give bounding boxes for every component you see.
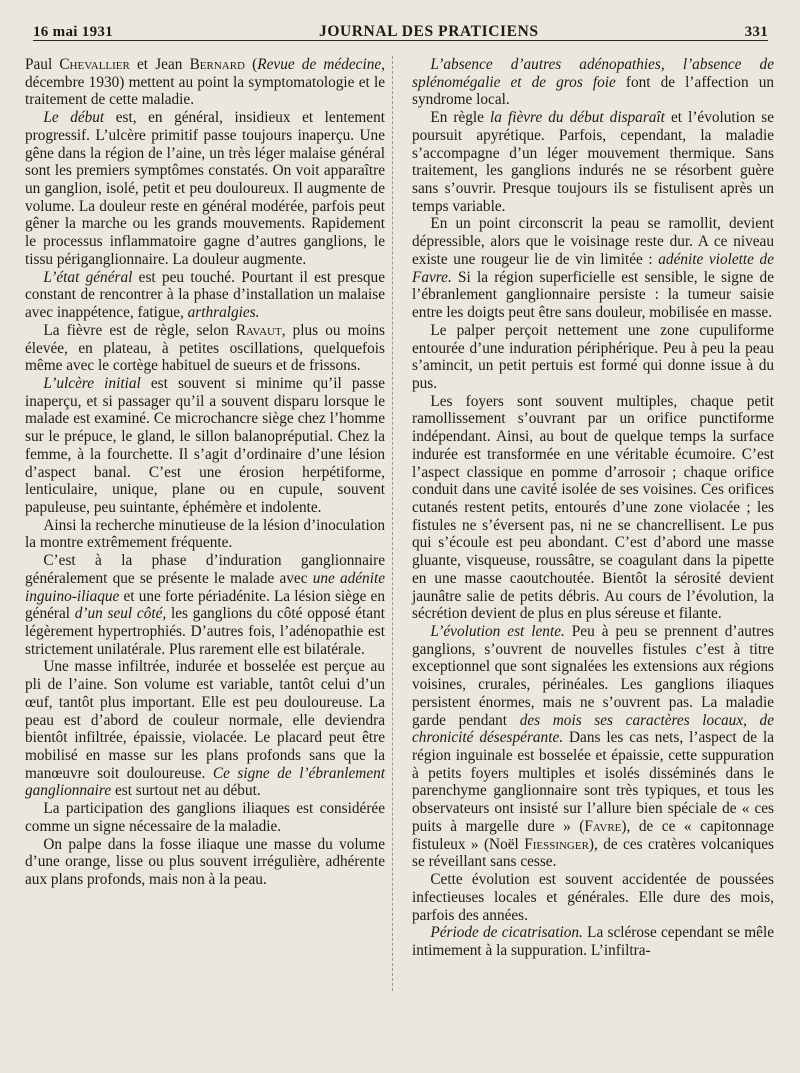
italic-run: Ce signe de l’ébranlement ganglionnaire <box>25 764 386 800</box>
italic-run: d’un seul côté, <box>74 605 167 623</box>
left-paragraph <box>25 109 385 268</box>
italic-run: adénite violette de Favre. <box>412 250 774 286</box>
text-run: En règle <box>430 109 491 127</box>
right-paragraph <box>412 871 774 924</box>
right-column <box>412 56 774 960</box>
text-run: On palpe dans la fosse iliaque une masse du volume d’une orange, lisse ou plus souvent irrégulière, adhérente aux plans profonds, mais non à la peau. <box>25 835 385 889</box>
italic-run: une adénite inguino-iliaque <box>25 569 385 605</box>
left-paragraph <box>25 517 385 552</box>
right-paragraph <box>412 215 774 321</box>
text-run: font de l’affection un syndrome local. <box>412 73 774 109</box>
left-column <box>25 56 385 889</box>
italic-run: des mois ses caractères locaux, de chronicité désespérante. <box>412 711 774 747</box>
text-run: est, en général, insidieux et lentement progressif. L’ulcère primitif passe toujours inaperçu. Une gêne dans la région de l’aine, un très léger malaise général sont les premiers symptômes constatés. On voit apparaître un ganglion, isolé, petit et peu douloureux. Il augmente de volume. La douleur reste en général modérée, parfois peut gêner la marche ou les grands mouvements. Rapidement le processus inflammatoire gagne d’autres ganglions, le tissu périganglionnaire. La douleur augmente. <box>25 109 385 268</box>
text-run: et l’évolution se poursuit apyrétique. Parfois, cependant, la maladie s’accompagne d’un léger mouvement thermique. Sans traitement, les ganglions indurés ne se résorbent guère sans s’ouvrir. Presque toujours ils se fistulisent après un temps variable. <box>412 109 774 215</box>
column-divider <box>392 56 393 991</box>
text-run: et Jean <box>129 56 190 73</box>
author-name: Ravaut <box>235 321 282 339</box>
text-run: ( <box>245 56 258 73</box>
left-paragraph <box>25 552 385 658</box>
left-paragraph <box>25 375 385 517</box>
italic-run: L’état général <box>43 268 133 286</box>
italic-run: Revue de médecine, <box>257 56 385 73</box>
right-paragraph <box>412 623 774 871</box>
text-run: Une masse infiltrée, indurée et bosselée est perçue au pli de l’aine. Son volume est variable, tantôt celui d’un œuf, tantôt plus important. Elle est peu douloureuse. La peau est d’abord de couleur normale, elle deviendra bientôt infiltrée, épaissie, violacée. Le placard peut être mobilisé en masse sur les plans profonds sans que la manœuvre soit douloureuse. <box>25 658 385 782</box>
text-run: Dans les cas nets, l’aspect de la région inguinale est bosselée et épaissie, cette suppuration à petits foyers multiples et isolés disséminés dans le parenchyme ganglionnaire sont très typiques, et tous les observateurs ont insisté sur l’allure bien spéciale de « ces puits à margelle dure » ( <box>412 729 774 835</box>
left-paragraph <box>25 269 385 322</box>
right-paragraph <box>412 109 774 215</box>
text-run: Peu à peu se prennent d’autres ganglions, s’ouvrent de nouvelles fistules c’est à titre exceptionnel que sont signalées les extensions aux régions voisines, crurales, périnéales. Les ganglions iliaques persistent énormes, mais ne s’ouvrent pas. La maladie garde pendant <box>412 623 774 729</box>
left-paragraph <box>25 836 385 889</box>
text-run: La sclérose cependant se mêle intimement à la suppuration. L’infiltra- <box>412 924 774 959</box>
author-name: Fiessinger <box>524 835 589 853</box>
italic-run: L’absence d’autres adénopathies, l’absence de splénomégalie et de gros foie <box>412 56 774 91</box>
italic-run: la fièvre du début disparaît <box>490 109 665 127</box>
text-run: est peu touché. Pourtant il est presque constant de rencontrer à la phase d’installation un malaise avec inappétence, fatigue, <box>25 268 385 322</box>
text-run: ), de ces cratères volcaniques se réveillant sans cesse. <box>412 835 774 871</box>
author-name: Bernard <box>189 56 246 73</box>
text-run: Les foyers sont souvent multiples, chaque petit ramollissement s’ouvrant par un orifice punctiforme indépendant. Ainsi, au bout de quelque temps la surface indurée est transformée en une véritable écumoire. C’est l’aspect classique en pomme d’arrosoir ; chaque orifice conduit dans une cavité isolée de ses voisines. Ces orifices cutanés restent petits, entourés d’une zone violacée ; les fistules ne s’éversent pas, ni ne se chancrellisent. Le pus qui s’écoule est peu abondant. C’est d’abord une masse gluante, visqueuse, roussâtre, se coagulant dans la pipette en une masse caoutchoutée. Bientôt la sérosité devient jaunâtre salie de petits débris. Au cours de l’évolution, la sécrétion devient de plus en plus séreuse et filante. <box>412 392 774 623</box>
page-number: 331 <box>744 24 768 40</box>
running-header <box>33 13 768 41</box>
text-run: et une forte périadénite. La lésion siège en général <box>25 587 385 623</box>
italic-run: Le début <box>43 109 105 127</box>
text-run: Le palper perçoit nettement une zone cupuliforme entourée d’une induration périphérique. Peu à peu la peau s’amincit, un petit pertuis est formé qui donne issue à du pus. <box>412 321 774 392</box>
text-run: Cette évolution est souvent accidentée de poussées infectieuses locales et générales. Elle dure des mois, parfois des années. <box>412 871 774 924</box>
text-run: Paul <box>25 56 60 73</box>
journal-title: JOURNAL DES PRATICIENS <box>318 23 539 40</box>
right-paragraph <box>412 393 774 623</box>
text-run: La participation des ganglions iliaques est considérée comme un signe nécessaire de la maladie. <box>25 800 385 835</box>
header-rule <box>33 40 768 41</box>
text-run: décembre 1930) mettent au point la symptomatologie et le traitement de cette maladie. <box>25 73 385 109</box>
text-run: Si la région superficielle est sensible, le signe de l’ébranlement ganglionnaire persiste : la tumeur saisie entre les doigts peut être sans douleur, mobilisée en masse. <box>412 268 774 322</box>
right-paragraph <box>412 924 774 959</box>
text-run: ), de ce « capitonnage fistuleux » (Noël <box>412 817 774 853</box>
left-paragraph <box>25 800 385 835</box>
right-paragraph <box>412 322 774 393</box>
italic-run: L’évolution est lente. <box>430 623 565 640</box>
left-paragraph <box>25 56 385 109</box>
text-run: Ainsi la recherche minutieuse de la lésion d’inoculation la montre extrêmement fréquente. <box>25 516 385 552</box>
text-run: est souvent si minime qu’il passe inaperçu, et si passager qu’il a souvent disparu lorsque le malade est examiné. Ce microchancre siège chez l’homme sur le prépuce, le gland, le sillon balanopréputial. Chez la femme, à la fourchette. Il s’agit d’ordinaire d’une lésion d’aspect banal. C’est une érosion herpétiforme, lenticulaire, unique, plane ou en cupule, souvent papuleuse, peu suintante, éphémère et indolente. <box>25 374 385 516</box>
text-run: , plus ou moins élevée, en plateau, à petites oscillations, quelquefois même avec le cortège habituel de sueurs et de frissons. <box>25 321 385 375</box>
left-paragraph <box>25 322 385 375</box>
text-run: C’est à la phase d’induration ganglionnaire généralement que se présente le malade avec <box>25 552 385 587</box>
text-run: En un point circonscrit la peau se ramollit, devient dépressible, alors que le voisinage reste dur. A ce niveau existe une rougeur lie de vin limitée : <box>412 215 774 268</box>
left-paragraph <box>25 658 385 800</box>
italic-run: arthralgies. <box>187 304 260 322</box>
author-name: Chevallier <box>59 56 130 73</box>
italic-run: Période de cicatrisation. <box>430 924 583 942</box>
right-paragraph <box>412 56 774 109</box>
italic-run: L’ulcère initial <box>43 374 141 392</box>
text-run: les ganglions du côté opposé étant légèrement hypertrophiés. D’autres fois, l’adénopathie est strictement unilatérale. Plus rarement elle est bilatérale. <box>25 605 385 658</box>
text-run: La fièvre est de règle, selon <box>43 321 236 339</box>
author-name: Favre <box>584 817 622 835</box>
header-date: 16 mai 1931 <box>33 24 113 40</box>
text-run: est surtout net au début. <box>111 782 261 800</box>
